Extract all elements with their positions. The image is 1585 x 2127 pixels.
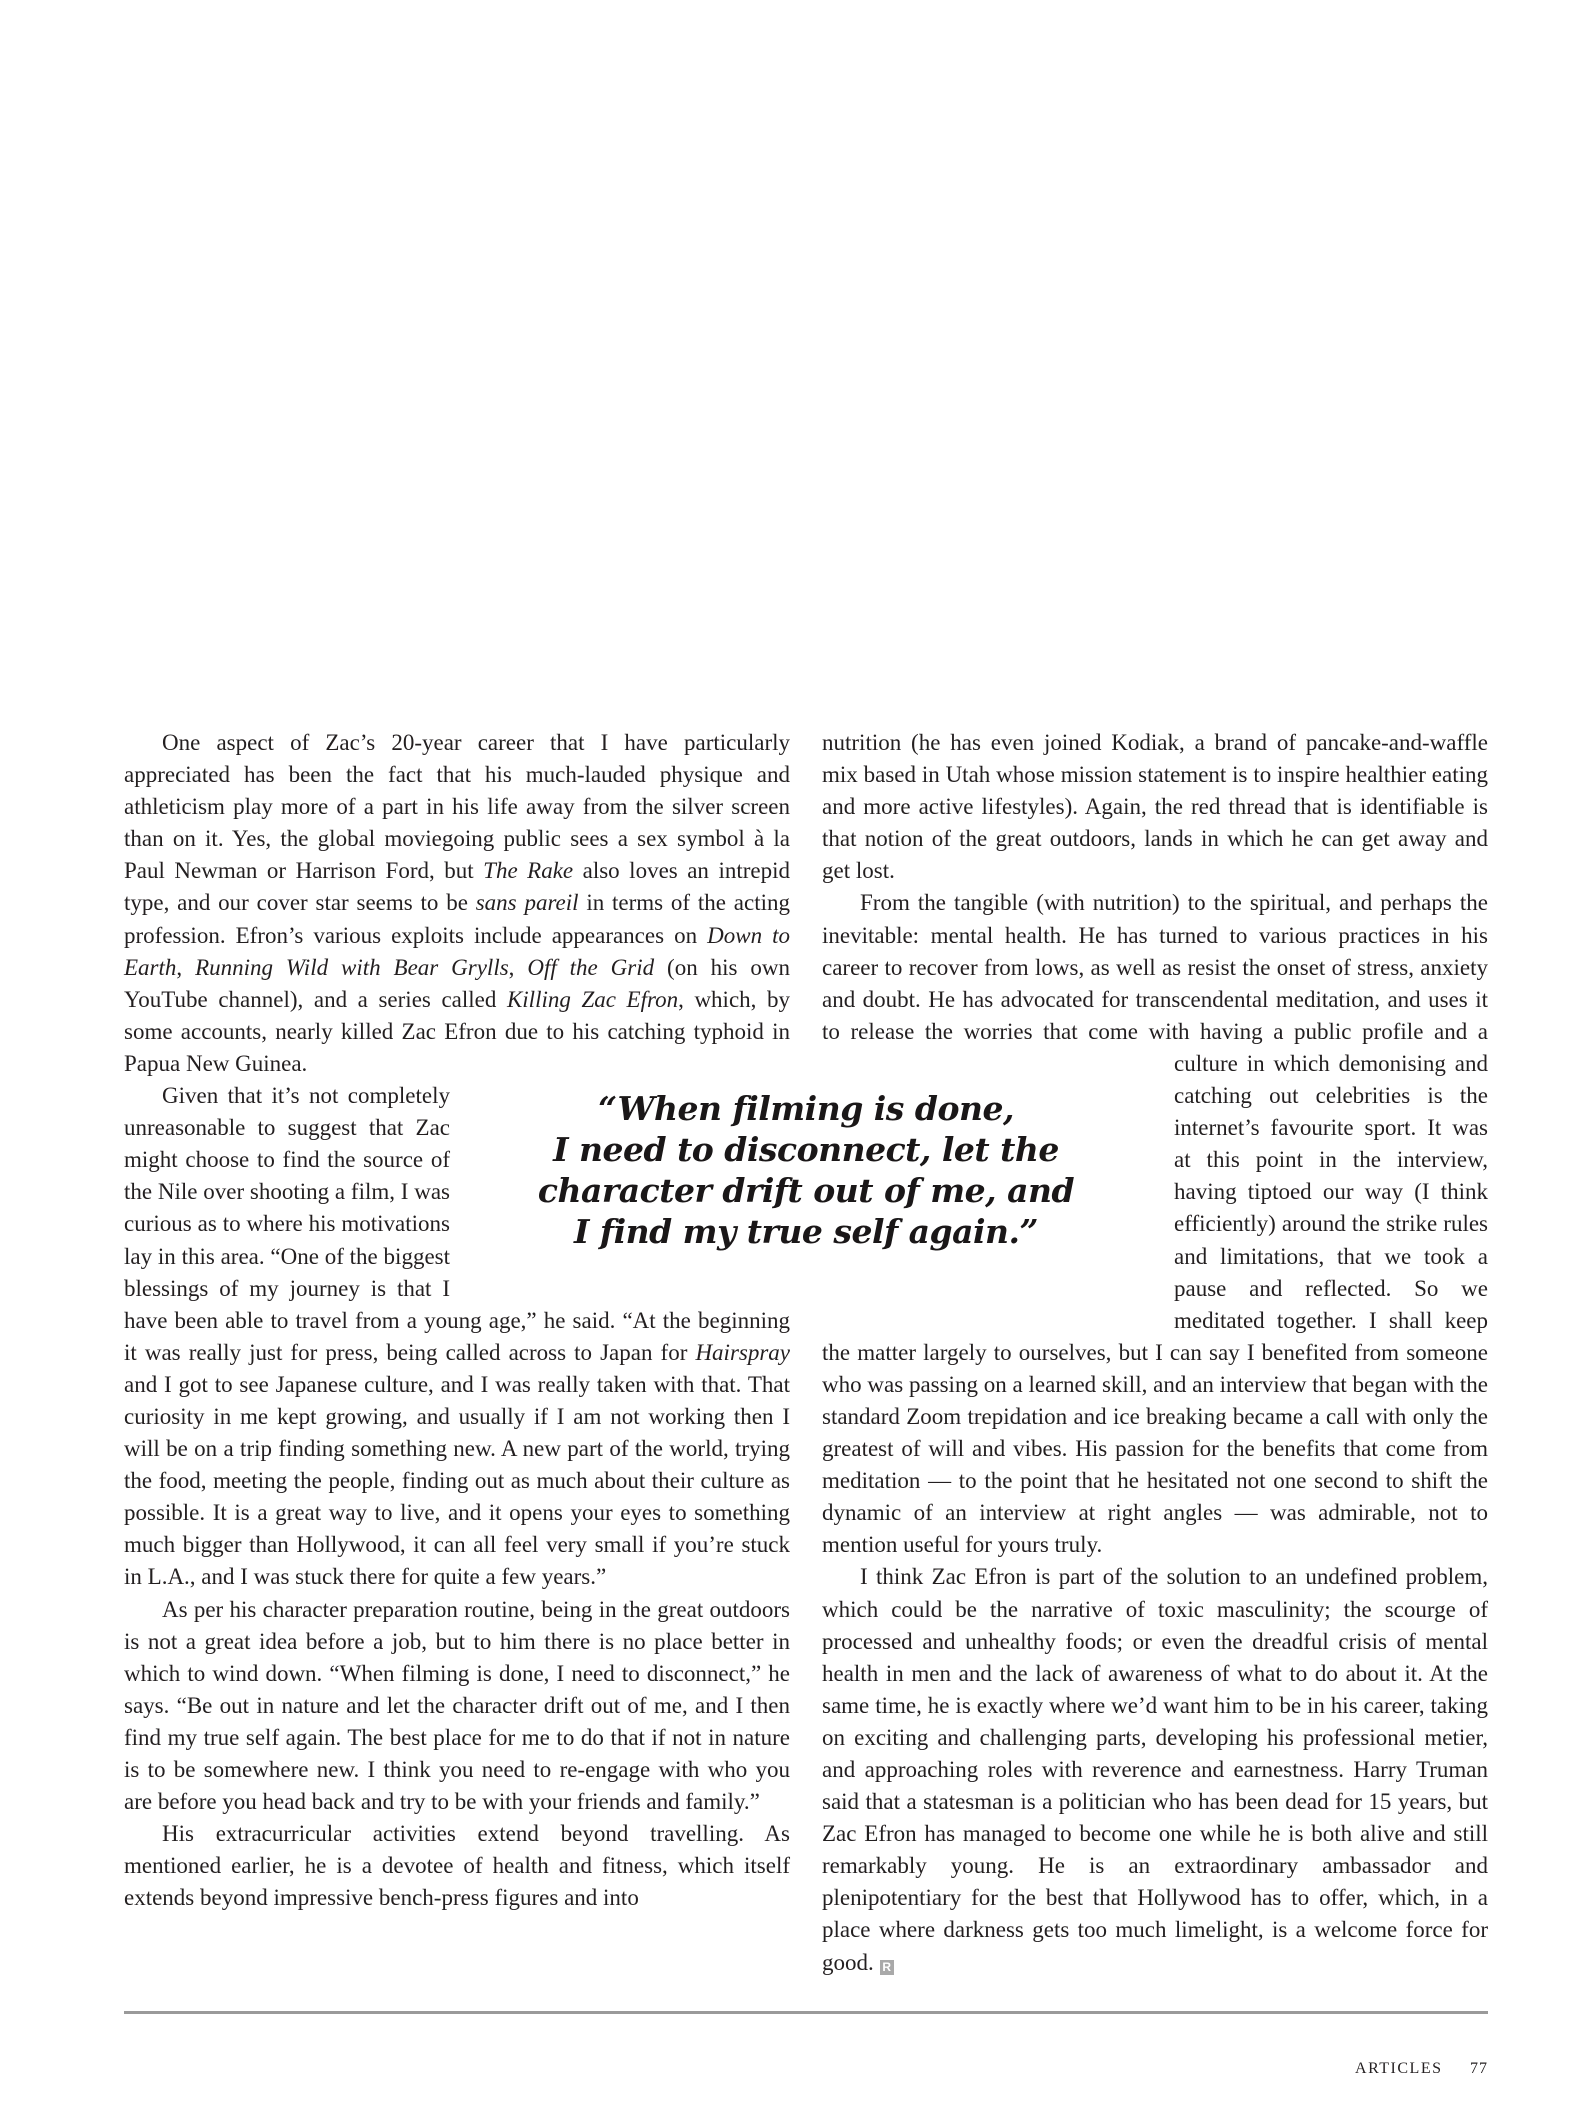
article-column-left xyxy=(124,727,790,1914)
paragraph-text: Given that it’s not completely unreasonable to suggest that Zac might choose to find the source of the Nile over shooting a film, I was curious as to where his motivations lay in this area. “One of the biggest blessings of my journey is that I have been able to travel from a young age,” he said. “At the beginning it was really just for press, being called across to Japan for xyxy=(124,1083,790,1365)
paragraph-text: From the tangible (with nutrition) to the spiritual, and perhaps the inevitable: mental health. He has turned to various practices in his career to recover from lows, as well as resist the onset of stress, anxiety and doubt. He has advocated for transcendental meditation, and uses it to release the worries that come with having a public profile and a culture in which demonising and catching out celebrities is the internet’s favourite sport. It was at this point in the interview, having tiptoed our way (I think efficiently) around the strike rules and limitations, that we took a pause and reflected. So we meditated together. I shall keep the matter largely to ourselves, but I can say I benefited from someone who was passing on a learned skill, and an interview that began with the standard Zoom trepidation and ice breaking became a call with only the greatest of will and vibes. His passion for the benefits that come from meditation — to the point that he hesitated not one second to shift the dynamic of an interview at right angles — was admirable, not to mention useful for yours truly. xyxy=(822,890,1488,1558)
pull-quote xyxy=(468,1088,1144,1252)
article-paragraph xyxy=(124,727,790,1080)
end-mark-logo-icon: R xyxy=(880,1960,894,1975)
article-column-right xyxy=(822,727,1488,1979)
paragraph-text: One aspect of Zac’s 20-year career that I have particularly appreciated has been the fact that his much-lauded physique and athleticism play more of a part in his life away from the silver screen than on it. Yes, the global moviegoing public sees a sex symbol à la Paul Newman or Harrison Ford, but xyxy=(124,730,790,884)
paragraph-text: in terms of the acting profession. Efron’s various exploits include appearances on xyxy=(124,890,790,948)
italic-title-text: Off the Grid xyxy=(527,954,655,980)
paragraph-text: also loves an intrepid type, and our cover star seems to be xyxy=(124,858,790,916)
section-label: ARTICLES xyxy=(1355,2060,1443,2077)
italic-title-text: Down to Earth xyxy=(124,922,791,980)
pull-quote-line: I find my true self again.” xyxy=(573,1212,1039,1251)
paragraph-text: His extracurricular activities extend beyond travelling. As mentioned earlier, he is a devotee of health and fitness, which itself extends beyond impressive bench-press figures and into xyxy=(124,1821,790,1911)
article-paragraph xyxy=(822,727,1488,887)
paragraph-text: I think Zac Efron is part of the solution to an undefined problem, which could be the narrative of toxic masculinity; the scourge of processed and unhealthy foods; or even the dreadful crisis of mental health in men and the lack of awareness of what to do about it. At the same time, he is exactly where we’d want him to be in his career, taking on exciting and challenging parts, developing his professional metier, and approaching roles with reverence and earnestness. Harry Truman said that a statesman is a politician who has been dead for 15 years, but Zac Efron has managed to become one while he is both alive and still remarkably young. He is an extraordinary ambassador and plenipotentiary for the best that Hollywood has to offer, which, in a place where darkness gets too much limelight, is a welcome force for good. xyxy=(822,1564,1488,1975)
bottom-rule-divider xyxy=(124,2011,1488,2014)
italic-title-text: Hairspray xyxy=(695,1339,790,1365)
pull-quote-line: character drift out of me, and xyxy=(537,1171,1075,1210)
paragraph-text: As per his character preparation routine, being in the great outdoors is not a great idea before a job, but to him there is no place better in which to wind down. “When filming is done, I need to disconnect,” he says. “Be out in nature and let the character drift out of me, and I then find my true self again. The best place for me to do that if not in nature is to be somewhere new. I think you need to re-engage with who you are before you head back and try to be with your friends and family.” xyxy=(124,1596,790,1815)
pull-quote-line: “When filming is done, xyxy=(598,1089,1014,1128)
italic-title-text: Killing Zac Efron xyxy=(506,986,679,1012)
italic-title-text: The Rake xyxy=(483,858,574,884)
page-footer xyxy=(1355,2060,1488,2078)
page-number: 77 xyxy=(1470,2060,1488,2077)
paragraph-text: , xyxy=(176,954,196,980)
paragraph-text: , which, by some accounts, nearly killed Zac Efron due to his catching typhoid in Papua New Guinea. xyxy=(124,986,790,1076)
article-paragraph xyxy=(124,1818,790,1914)
article-paragraph xyxy=(124,1594,790,1819)
paragraph-text: (on his own YouTube channel), and a series called xyxy=(124,954,790,1012)
paragraph-text: , xyxy=(508,954,528,980)
paragraph-text: and I got to see Japanese culture, and I was really taken with that. That curiosity in me kept growing, and usually if I am not working then I will be on a trip finding something new. A new part of the world, trying the food, meeting the people, finding out as much about their culture as possible. It is a great way to live, and it opens your eyes to something much bigger than Hollywood, it can all feel very small if you’re stuck in L.A., and I was stuck there for quite a few years.” xyxy=(124,1371,790,1590)
italic-title-text: sans pareil xyxy=(475,890,579,916)
italic-title-text: Running Wild with Bear Grylls xyxy=(195,954,509,980)
paragraph-text: nutrition (he has even joined Kodiak, a brand of pancake-and-waffle mix based in Utah whose mission statement is to inspire healthier eating and more active lifestyles). Again, the red thread that is identifiable is that notion of the great outdoors, lands in which he can get away and get lost. xyxy=(822,730,1488,884)
pull-quote-line: I need to disconnect, let the xyxy=(553,1130,1059,1169)
article-paragraph xyxy=(822,1561,1488,1978)
